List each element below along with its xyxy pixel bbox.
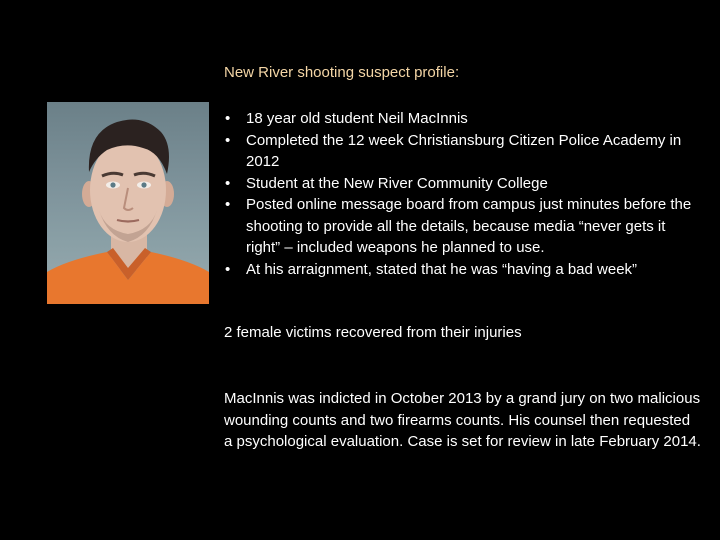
bullet-text-academy: Completed the 12 week Christiansburg Citizen Police Academy in 2012 (246, 131, 682, 170)
suspect-mugshot-photo (47, 102, 209, 304)
list-item (224, 108, 694, 130)
bullet-text-college: Student at the New River Community College (246, 174, 548, 192)
left-iris (110, 182, 115, 187)
bullet-symbol: • (225, 110, 231, 127)
list-item (224, 130, 694, 173)
indictment-paragraph: MacInnis was indicted in October 2013 by a grand jury on two malicious wounding counts and two firearms counts. His counsel then requested a psychological evaluation. Case is set for review in late February 2014. (224, 390, 701, 450)
slide-title: New River shooting suspect profile: (224, 64, 460, 81)
list-item (224, 173, 694, 195)
bullet-text-message-board: Posted online message board from campus just minutes before the shooting to provide all the details, because media “never gets it right” – included weapons he planned to use. (246, 196, 692, 256)
list-item (224, 194, 694, 259)
bullet-symbol: • (225, 196, 231, 213)
mugshot-illustration (47, 102, 209, 304)
bullet-symbol: • (225, 174, 231, 192)
bullet-text-arraignment: At his arraignment, stated that he was “having a bad week” (246, 260, 638, 278)
victims-note: 2 female victims recovered from their injuries (224, 324, 522, 341)
bullet-symbol: • (225, 260, 231, 278)
bullet-text-age: 18 year old student Neil MacInnis (246, 110, 468, 127)
suspect-facts-list (224, 108, 694, 280)
right-iris (141, 182, 146, 187)
list-item (224, 259, 694, 281)
bullet-symbol: • (225, 131, 231, 149)
